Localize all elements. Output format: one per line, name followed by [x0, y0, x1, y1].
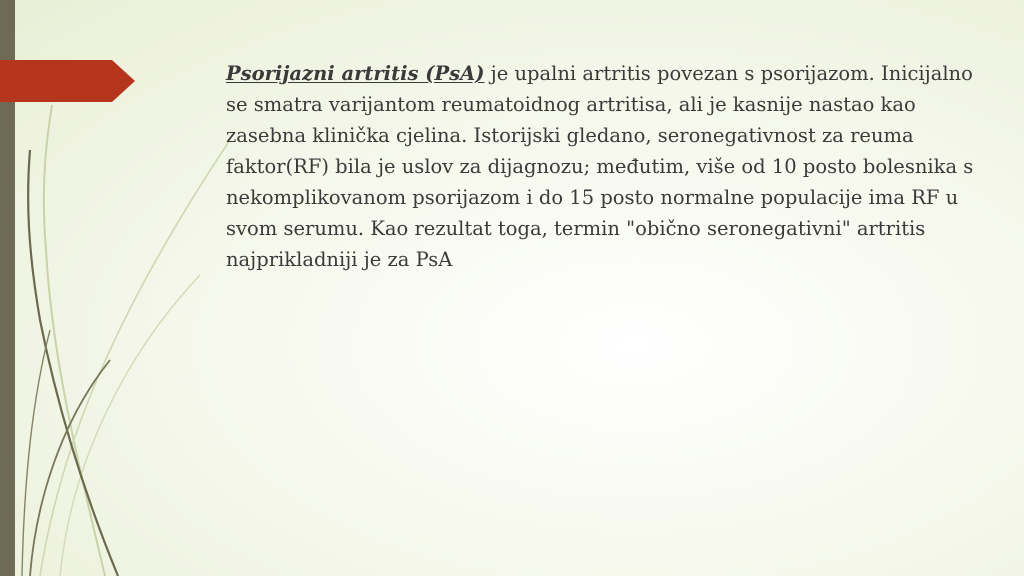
- stem-dark-3: [22, 330, 50, 576]
- stem-light-2: [40, 140, 230, 576]
- stem-light-1: [44, 105, 105, 576]
- body-paragraph: [226, 58, 986, 275]
- stem-light-3: [60, 275, 200, 576]
- term-psa: Psorijazni artritis (PsA): [226, 62, 485, 85]
- arrow-marker-icon: [0, 60, 135, 102]
- paragraph-text: je upalni artritis povezan s psorijazom. Inicijalno se smatra varijantom reumatoidnog artritisa, ali je kasnije nastao kao zasebna klinička cjelina. Istorijski gledano, seronegativnost za reuma faktor(RF) bila je uslov za dijagnozu; međutim, više od 10 posto bolesnika s nekomplikovanom psorijazom i do 15 posto normalne populacije ima RF u svom serumu. Kao rezultat toga, termin "obično seronegativni" artritis najprikladniji je za PsA: [226, 62, 974, 271]
